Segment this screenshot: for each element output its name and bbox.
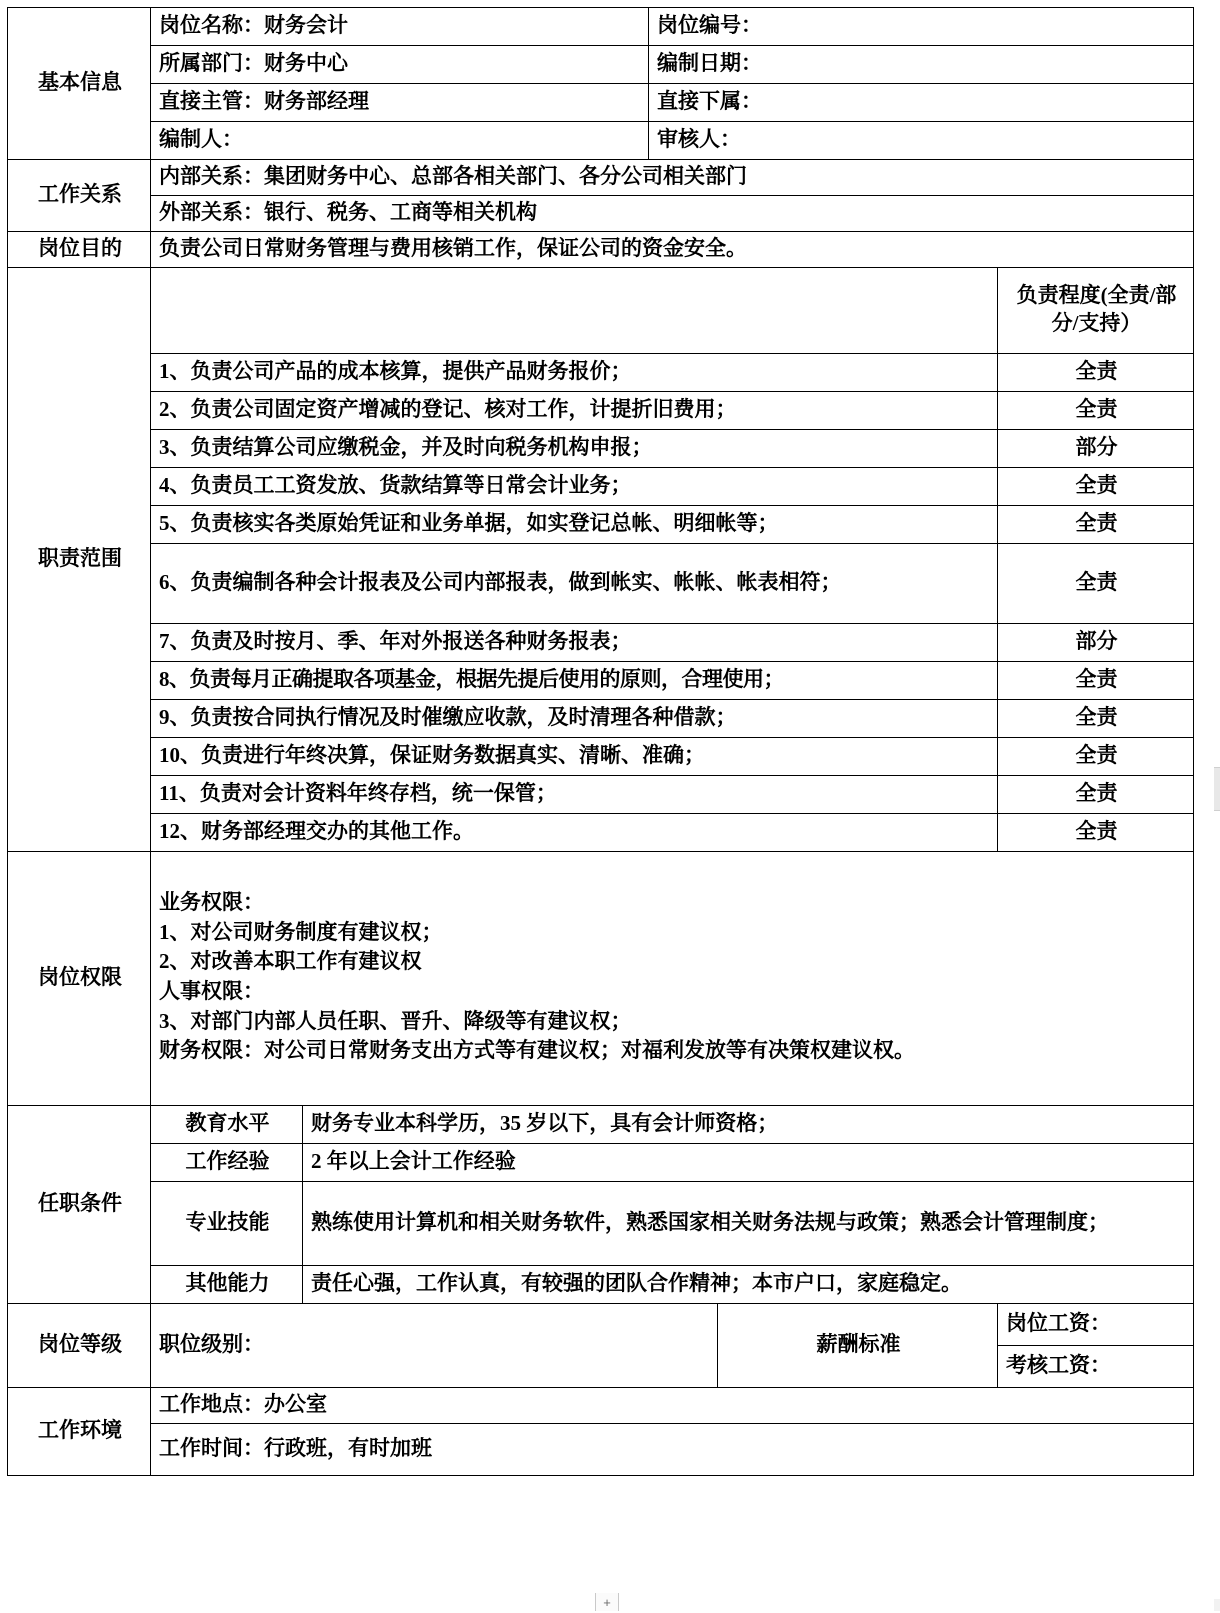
section-label-work-environment: 工作环境 [8, 1388, 151, 1476]
field-prepared-date: 编制日期： [649, 46, 1194, 84]
table-row [8, 1106, 1194, 1144]
responsibility-degree-10: 全责 [998, 738, 1194, 776]
table-row [8, 46, 1194, 84]
section-label-grade: 岗位等级 [8, 1304, 151, 1388]
pay-standard-header: 薪酬标准 [718, 1304, 998, 1388]
responsibility-item-6: 6、负责编制各种会计报表及公司内部报表，做到帐实、帐帐、帐表相符； [151, 544, 998, 624]
table-row [8, 430, 1194, 468]
field-job-code: 岗位编号： [649, 8, 1194, 46]
section-label-authority: 岗位权限 [8, 852, 151, 1106]
authority-line-business-title: 业务权限： [159, 889, 264, 914]
responsibility-item-5: 5、负责核实各类原始凭证和业务单据，如实登记总帐、明细帐等； [151, 506, 998, 544]
table-row [8, 506, 1194, 544]
table-row [8, 738, 1194, 776]
table-row [8, 122, 1194, 160]
table-resize-handle[interactable]: + [595, 1593, 619, 1611]
authority-line-3: 3、对部门内部人员任职、晋升、降级等有建议权； [159, 1008, 632, 1033]
responsibility-item-7: 7、负责及时按月、季、年对外报送各种财务报表； [151, 624, 998, 662]
field-position-level: 职位级别： [151, 1304, 718, 1388]
authority-line-hr-title: 人事权限： [159, 979, 264, 1003]
responsibility-degree-1: 全责 [998, 354, 1194, 392]
section-label-responsibilities: 职责范围 [8, 268, 151, 852]
responsibility-degree-7: 部分 [998, 624, 1194, 662]
responsibility-degree-5: 全责 [998, 506, 1194, 544]
authority-line-finance: 财务权限：对公司日常财务支出方式等有建议权；对福利发放等有决策权建议权。 [159, 1038, 915, 1063]
responsibilities-blank-header [151, 268, 998, 354]
field-direct-supervisor: 直接主管：财务部经理 [151, 84, 649, 122]
section-label-work-relations: 工作关系 [8, 160, 151, 232]
qualification-value-experience: 2 年以上会计工作经验 [303, 1144, 1194, 1182]
table-row [8, 8, 1194, 46]
table-row [8, 662, 1194, 700]
field-external-relations: 外部关系：银行、税务、工商等相关机构 [151, 196, 1194, 232]
table-row [8, 268, 1194, 354]
authority-line-2: 2、对改善本职工作有建议权 [159, 949, 422, 974]
responsibility-item-8: 8、负责每月正确提取各项基金，根据先提后使用的原则，合理使用； [151, 662, 998, 700]
field-job-title: 岗位名称：财务会计 [151, 8, 649, 46]
responsibility-degree-11: 全责 [998, 776, 1194, 814]
field-work-hours: 工作时间：行政班，有时加班 [151, 1424, 1194, 1476]
table-row [8, 1144, 1194, 1182]
field-reviewed-by: 审核人： [649, 122, 1194, 160]
table-row [8, 852, 1194, 1106]
qualification-name-other: 其他能力 [151, 1266, 303, 1304]
table-row [8, 1424, 1194, 1476]
qualification-value-other: 责任心强，工作认真，有较强的团队合作精神；本市户口，家庭稳定。 [303, 1266, 1194, 1304]
qualification-name-experience: 工作经验 [151, 1144, 303, 1182]
responsibility-degree-3: 部分 [998, 430, 1194, 468]
responsibility-degree-9: 全责 [998, 700, 1194, 738]
table-row [8, 196, 1194, 232]
section-label-qualifications: 任职条件 [8, 1106, 151, 1304]
field-assessment-salary: 考核工资： [998, 1346, 1194, 1388]
responsibility-item-4: 4、负责员工工资发放、货款结算等日常会计业务； [151, 468, 998, 506]
job-description-table [7, 7, 1194, 1476]
section-label-basic-info: 基本信息 [8, 8, 151, 160]
table-row [8, 776, 1194, 814]
table-row [8, 700, 1194, 738]
responsibility-degree-2: 全责 [998, 392, 1194, 430]
responsibility-item-2: 2、负责公司固定资产增减的登记、核对工作，计提折旧费用； [151, 392, 998, 430]
table-row [8, 1182, 1194, 1266]
qualification-value-education: 财务专业本科学历，35 岁以下，具有会计师资格； [303, 1106, 1194, 1144]
responsibility-degree-12: 全责 [998, 814, 1194, 852]
table-row [8, 354, 1194, 392]
table-row [8, 1388, 1194, 1424]
table-row [8, 814, 1194, 852]
table-row [8, 468, 1194, 506]
authority-line-1: 1、对公司财务制度有建议权； [159, 919, 443, 944]
field-position-salary: 岗位工资： [998, 1304, 1194, 1346]
responsibilities-degree-header: 负责程度(全责/部分/支持） [998, 268, 1194, 354]
responsibility-degree-8: 全责 [998, 662, 1194, 700]
scrollbar-track-bottom[interactable] [1214, 1599, 1220, 1611]
section-label-job-purpose: 岗位目的 [8, 232, 151, 268]
qualification-name-skills: 专业技能 [151, 1182, 303, 1266]
document-page [0, 7, 1220, 1613]
field-direct-reports: 直接下属： [649, 84, 1194, 122]
table-row [8, 160, 1194, 196]
responsibility-degree-4: 全责 [998, 468, 1194, 506]
qualification-name-education: 教育水平 [151, 1106, 303, 1144]
field-work-location: 工作地点：办公室 [151, 1388, 1194, 1424]
responsibility-item-12: 12、财务部经理交办的其他工作。 [151, 814, 998, 852]
field-internal-relations: 内部关系：集团财务中心、总部各相关部门、各分公司相关部门 [151, 160, 1194, 196]
responsibility-item-9: 9、负责按合同执行情况及时催缴应收款，及时清理各种借款； [151, 700, 998, 738]
authority-content [151, 852, 1194, 1106]
responsibility-item-11: 11、负责对会计资料年终存档，统一保管； [151, 776, 998, 814]
table-row [8, 232, 1194, 268]
field-job-purpose: 负责公司日常财务管理与费用核销工作，保证公司的资金安全。 [151, 232, 1194, 268]
field-department: 所属部门：财务中心 [151, 46, 649, 84]
table-row [8, 84, 1194, 122]
field-prepared-by: 编制人： [151, 122, 649, 160]
responsibility-item-10: 10、负责进行年终决算，保证财务数据真实、清晰、准确； [151, 738, 998, 776]
responsibility-degree-6: 全责 [998, 544, 1194, 624]
table-row [8, 1266, 1194, 1304]
table-row [8, 1304, 1194, 1346]
qualification-value-skills: 熟练使用计算机和相关财务软件，熟悉国家相关财务法规与政策；熟悉会计管理制度； [303, 1182, 1194, 1266]
responsibility-item-3: 3、负责结算公司应缴税金，并及时向税务机构申报； [151, 430, 998, 468]
scrollbar-thumb[interactable] [1214, 767, 1220, 811]
table-row [8, 544, 1194, 624]
responsibility-item-1: 1、负责公司产品的成本核算，提供产品财务报价； [151, 354, 998, 392]
table-row [8, 392, 1194, 430]
table-row [8, 624, 1194, 662]
